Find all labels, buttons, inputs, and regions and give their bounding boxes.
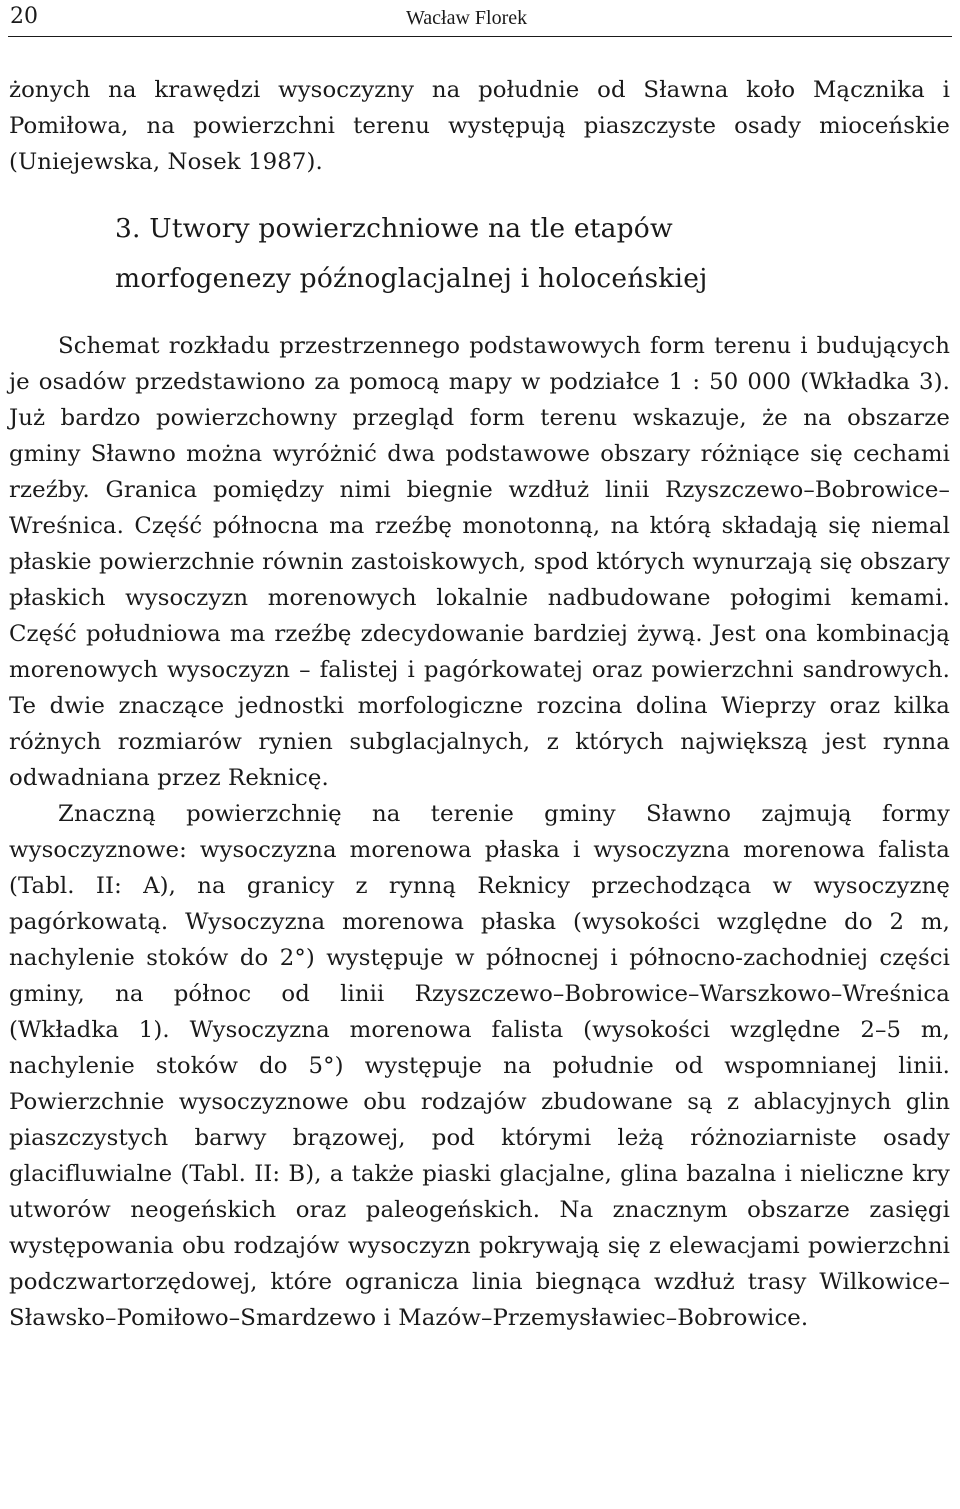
paragraph-2: Znaczną powierzchnię na terenie gminy Sławno zajmują formy wysoczyznowe: wysoczyzna morenowa płaska i wysoczyzna morenowa falista (Tabl. II: A), na granicy z rynną Reknicy przechodząca w wysoczyznę pagórkowatą. Wysoczyzna morenowa płaska (wysokości względne do 2 m, nachylenie stoków do 2°) występuje w północnej i północno-zachodniej części gminy, na północ od linii Rzyszczewo–Bobrowice–Warszkowo–Wreśnica (Wkładka 1). Wysoczyzna morenowa falista (wysokości względne 2–5 m, nachylenie stoków do 5°) występuje na południe od wspomnianej linii. Powierzchnie wysoczyznowe obu rodzajów zbudowane są z ablacyjnych glin piaszczystych barwy brązowej, pod którymi leżą różnoziarniste osady glacifluwialne (Tabl. II: B), a także piaski glacjalne, glina bazalna i nieliczne kry utworów neogeńskich oraz paleogeńskich. Na znacznym obszarze zasięgi występowania obu rodzajów wysoczyzn pokrywają się z elewacjami powierzchni podczwartorzędowej, które ogranicza linia biegnąca wzdłuż trasy Wilkowice–Sławsko–Pomiłowo–Smardzewo i Mazów–Przemysławiec–Bobrowice. — [9, 801, 950, 1331]
paragraph-continued: żonych na krawędzi wysoczyzny na południe od Sławna koło Mącznika i Pomiłowa, na powierzchni terenu występują piaszczyste osady mioceńskie (Uniejewska, Nosek 1987). — [9, 77, 950, 175]
page-number: 20 — [10, 4, 38, 29]
page-header — [8, 0, 952, 37]
running-head-author: Wacław Florek — [406, 7, 528, 29]
section-heading — [9, 204, 950, 304]
section-heading-line-2: morfogenezy późnoglacjalnej i holoceńskiej — [115, 263, 708, 294]
section-heading-line-1: 3. Utwory powierzchniowe na tle etapów — [115, 213, 673, 244]
body-text — [9, 72, 950, 1336]
paragraph-1: Schemat rozkładu przestrzennego podstawowych form terenu i budujących je osadów przedstawiono za pomocą mapy w podziałce 1 : 50 000 (Wkładka 3). Już bardzo powierzchowny przegląd form terenu wskazuje, że na obszarze gminy Sławno można wyróżnić dwa podstawowe obszary różniące się cechami rzeźby. Granica pomiędzy nimi biegnie wzdłuż linii Rzyszczewo–Bobrowice–Wreśnica. Część północna ma rzeźbę monotonną, na którą składają się niemal płaskie powierzchnie równin zastoiskowych, spod których wynurzają się obszary płaskich wysoczyzn morenowych lokalnie nadbudowane połogimi kemami. Część południowa ma rzeźbę zdecydowanie bardziej żywą. Jest ona kombinacją morenowych wysoczyzn – falistej i pagórkowatej oraz powierzchni sandrowych. Te dwie znaczące jednostki morfologiczne rozcina dolina Wieprzy oraz kilka różnych rozmiarów rynien subglacjalnych, z których największą jest rynna odwadniana przez Reknicę. — [9, 333, 950, 791]
